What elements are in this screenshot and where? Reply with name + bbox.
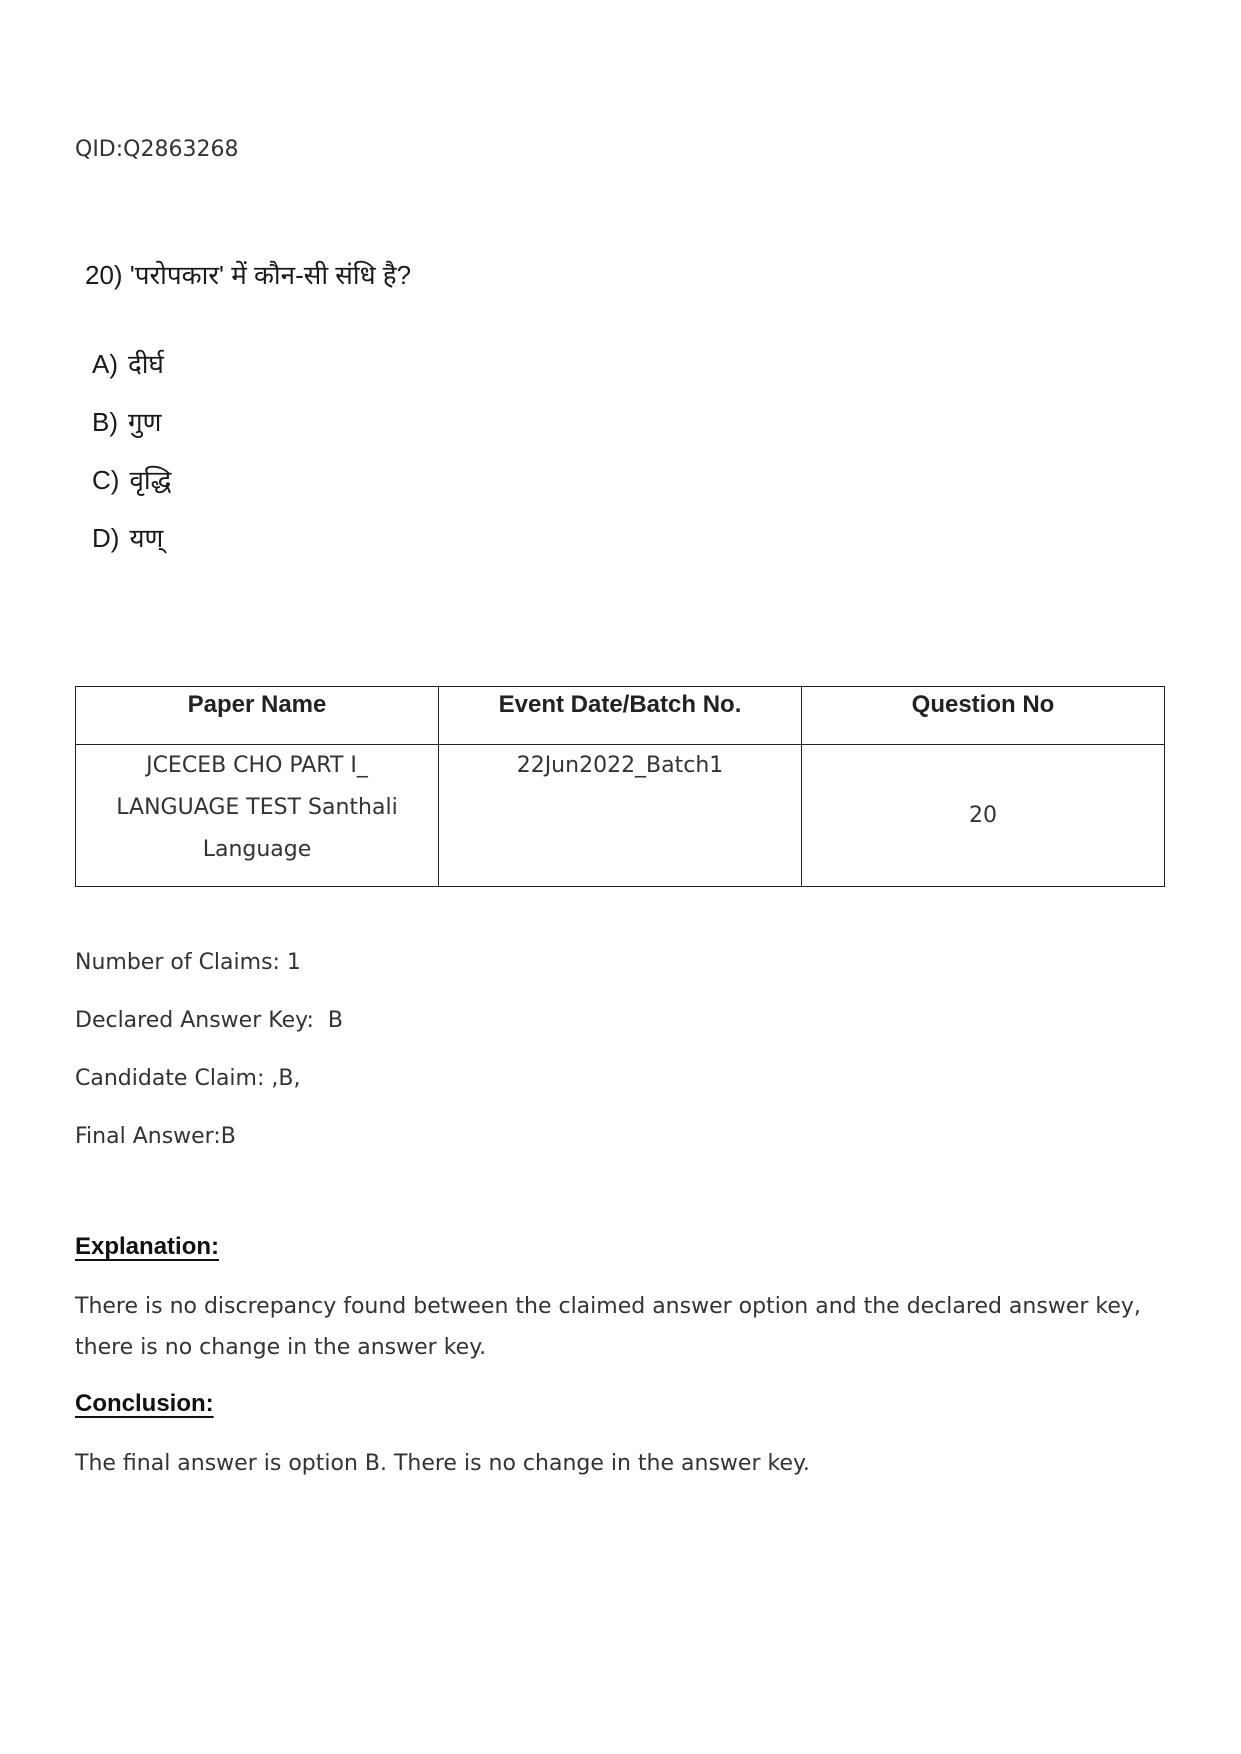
header-paper-name: Paper Name <box>76 687 439 745</box>
option-letter: A) <box>92 349 118 379</box>
option-text: दीर्घ <box>128 349 164 379</box>
number-of-claims: Number of Claims: 1 <box>75 950 301 975</box>
option-letter: D) <box>92 523 120 553</box>
claim-info <box>75 946 343 1178</box>
question-text: 20) 'परोपकार' में कौन-सी संधि है? <box>85 260 412 290</box>
table-row <box>76 745 1165 887</box>
option-c <box>92 451 411 509</box>
cell-paper-name: JCECEB CHO PART I_ LANGUAGE TEST Santhali Language <box>76 745 439 887</box>
explanation-text: There is no discrepancy found between the claimed answer option and the declared answer key, there is no change in the answer key. <box>75 1294 1141 1360</box>
cell-question-no: 20 <box>802 745 1165 887</box>
final-answer: Final Answer:B <box>75 1124 236 1149</box>
paper-details-table <box>75 686 1165 887</box>
option-b <box>92 393 411 451</box>
header-event-date-batch: Event Date/Batch No. <box>439 687 802 745</box>
question-block <box>85 255 411 567</box>
option-a <box>92 335 411 393</box>
option-d <box>92 509 411 567</box>
conclusion-text: The final answer is option B. There is no change in the answer key. <box>75 1451 810 1476</box>
question-id: QID:Q2863268 <box>75 137 239 162</box>
declared-answer-key: Declared Answer Key: B <box>75 1008 344 1033</box>
option-text: गुण <box>128 407 162 437</box>
answer-options <box>92 335 411 567</box>
explanation-heading: Explanation: <box>75 1233 220 1260</box>
cell-event-date-batch: 22Jun2022_Batch1 <box>439 745 802 887</box>
option-text: वृद्धि <box>129 465 172 495</box>
conclusion-heading: Conclusion: <box>75 1390 214 1417</box>
option-letter: B) <box>92 407 118 437</box>
option-text: यण् <box>129 523 164 553</box>
table-header-row <box>76 687 1165 745</box>
option-letter: C) <box>92 465 120 495</box>
candidate-claim: Candidate Claim: ,B, <box>75 1066 301 1091</box>
header-question-no: Question No <box>802 687 1165 745</box>
